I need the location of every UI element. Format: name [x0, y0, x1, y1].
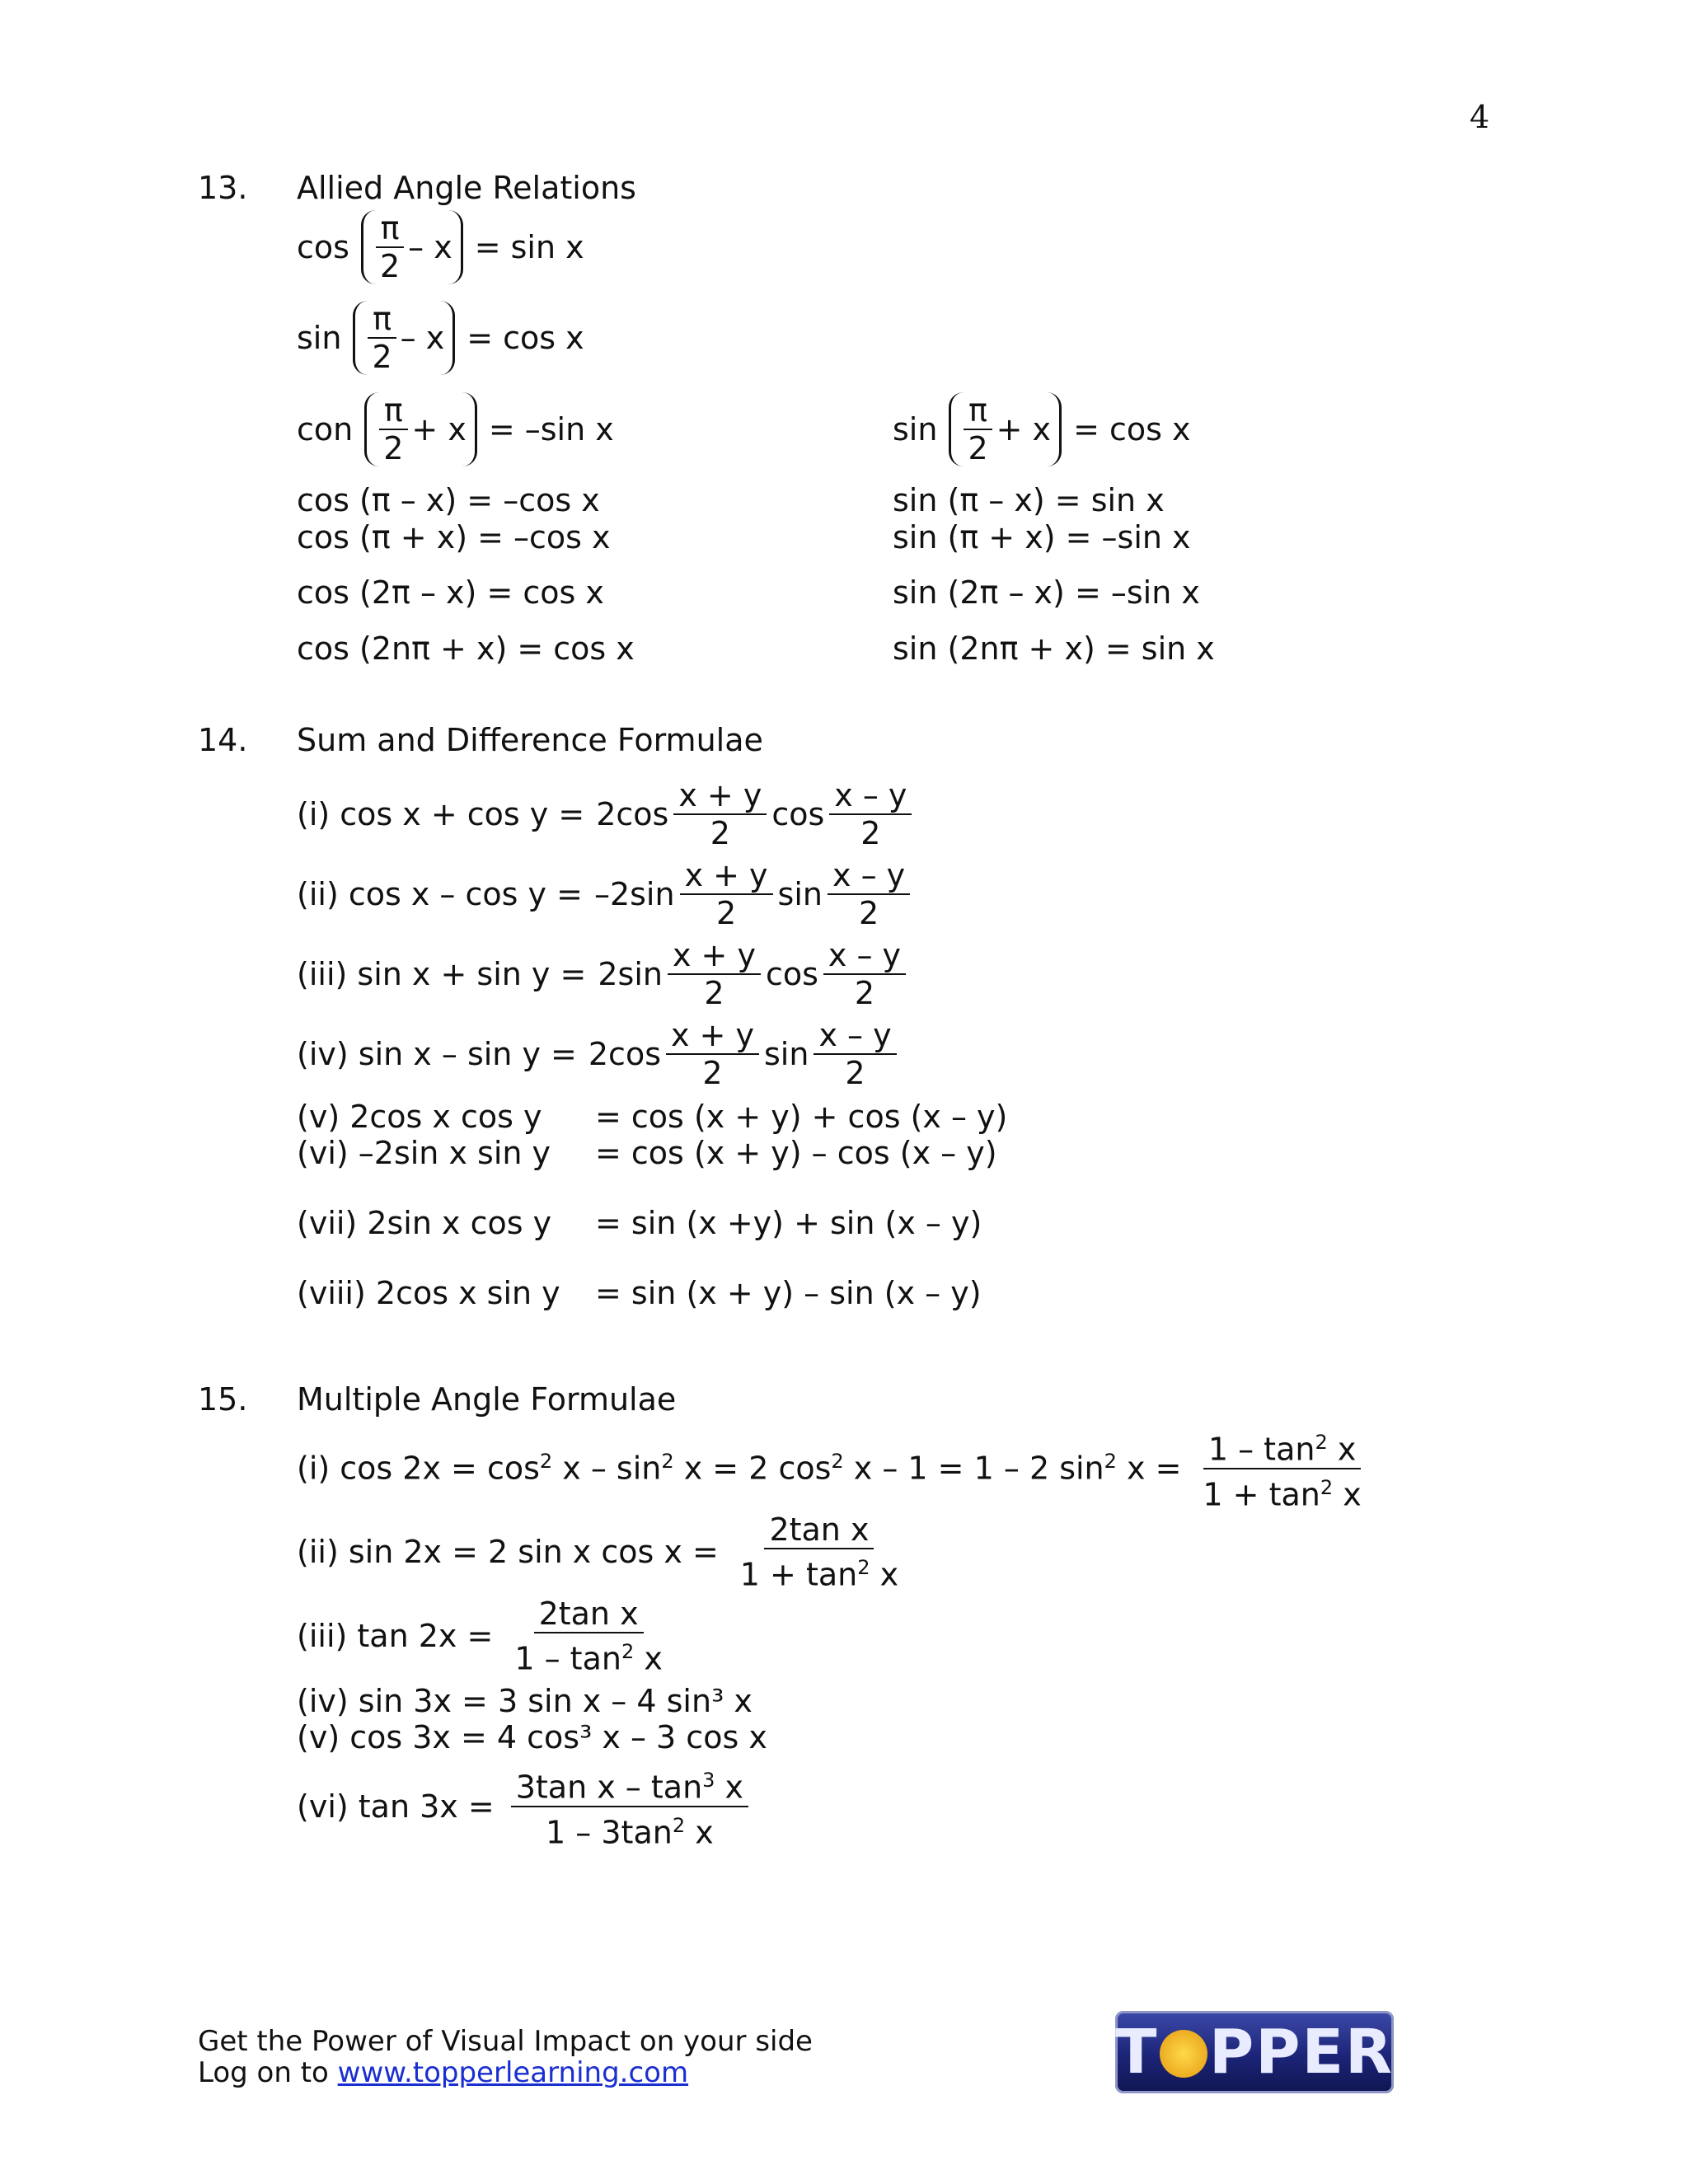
fn: sin — [893, 411, 938, 448]
allied-cos-2npi-plus: cos (2nπ + x) = cos x — [297, 630, 635, 667]
numerator: x + y — [673, 779, 767, 815]
fraction — [814, 1019, 896, 1090]
numerator: x + y — [666, 1019, 759, 1055]
num-x: x — [1327, 1431, 1357, 1468]
after: + x — [996, 411, 1052, 448]
sum-formula-i — [297, 779, 917, 850]
seg: x = — [1116, 1450, 1182, 1487]
product-formula-viii-lhs: (viii) 2cos x sin y — [297, 1275, 560, 1311]
product-formula-vii-lhs: (vii) 2sin x cos y — [297, 1205, 552, 1241]
after: – x — [408, 229, 452, 265]
rhs: = –sin x — [488, 411, 614, 448]
fn: cos — [771, 796, 825, 832]
fraction — [673, 779, 767, 850]
footer-logon-text: Log on to — [198, 2056, 338, 2089]
multiple-formula-iv: (iv) sin 3x = 3 sin x – 4 sin³ x — [297, 1683, 753, 1719]
allied-cos-pi2-minus — [297, 210, 584, 284]
exp: 2 — [831, 1450, 844, 1474]
website-link[interactable]: www.topperlearning.com — [337, 2056, 689, 2089]
lhs: (iii) sin x + sin y = — [297, 956, 587, 992]
exp: 3 — [702, 1769, 715, 1792]
page-number: 4 — [1470, 99, 1490, 135]
multiple-formula-v: (v) cos 3x = 4 cos³ x – 3 cos x — [297, 1719, 767, 1755]
lhs-text: (i) cos 2x = cos — [297, 1450, 540, 1487]
section-14-title: Sum and Difference Formulae — [297, 722, 763, 758]
numerator: x – y — [823, 939, 906, 975]
den-text: 1 + tan — [739, 1556, 858, 1593]
lhs: (i) cos x + cos y = — [297, 796, 585, 832]
numerator: π — [964, 394, 992, 430]
paren — [364, 392, 477, 466]
product-formula-vi-rhs: = cos (x + y) – cos (x – y) — [595, 1135, 997, 1171]
num-text: 3tan x – tan — [515, 1769, 703, 1806]
allied-sin-pi-minus: sin (π – x) = sin x — [893, 482, 1165, 518]
fn: sin — [763, 1036, 809, 1072]
allied-cos-pi-plus: cos (π + x) = –cos x — [297, 519, 611, 555]
section-13-number: 13. — [198, 170, 248, 206]
fraction — [509, 1597, 667, 1675]
rhs: = cos x — [467, 320, 584, 356]
coeff: 2cos — [588, 1036, 661, 1072]
fraction — [829, 779, 912, 850]
num-x: x — [715, 1769, 744, 1806]
den-text: 1 + tan — [1203, 1476, 1320, 1513]
numerator: x – y — [828, 859, 910, 895]
numerator: x – y — [814, 1019, 896, 1055]
sum-formula-ii — [297, 859, 915, 930]
footer-tagline: Get the Power of Visual Impact on your side — [198, 2025, 813, 2058]
exp: 2 — [539, 1450, 553, 1474]
fraction — [828, 859, 910, 930]
seg: x = 2 cos — [673, 1450, 832, 1487]
denominator: 2 — [702, 1055, 723, 1091]
denominator: 2 — [383, 430, 404, 466]
sum-formula-iii — [297, 939, 911, 1010]
allied-con-pi2-plus — [297, 392, 614, 466]
numerator: x – y — [829, 779, 912, 815]
denominator: 2 — [379, 248, 401, 284]
lhs — [297, 1450, 1181, 1487]
fn: cos — [765, 956, 818, 992]
fn: cos — [297, 229, 349, 265]
section-14-number: 14. — [198, 722, 248, 758]
logo-text-start: T — [1115, 2017, 1159, 2088]
paren — [949, 392, 1062, 466]
fraction — [1198, 1426, 1366, 1511]
numerator — [1203, 1426, 1361, 1469]
product-formula-vii-rhs: = sin (x +y) + sin (x – y) — [595, 1205, 982, 1241]
allied-sin-2pi-minus: sin (2π – x) = –sin x — [893, 574, 1200, 611]
fraction — [378, 394, 408, 465]
product-formula-v-lhs: (v) 2cos x cos y — [297, 1099, 542, 1135]
lhs: (vi) tan 3x = — [297, 1788, 495, 1825]
denominator: 2 — [858, 895, 879, 931]
seg: x – 1 = 1 – 2 sin — [843, 1450, 1104, 1487]
multiple-formula-i — [297, 1426, 1372, 1511]
fraction — [511, 1764, 748, 1849]
numerator: x + y — [668, 939, 761, 975]
exp: 2 — [661, 1450, 674, 1474]
fraction — [666, 1019, 759, 1090]
den-x: x — [685, 1814, 714, 1851]
numerator: π — [379, 394, 408, 430]
logo-text-end: PPER — [1208, 2017, 1394, 2088]
seg: x – sin — [552, 1450, 662, 1487]
multiple-formula-iii — [297, 1597, 673, 1675]
allied-cos-2pi-minus: cos (2π – x) = cos x — [297, 574, 604, 611]
denominator: 2 — [710, 815, 730, 851]
product-formula-vi-lhs: (vi) –2sin x sin y — [297, 1135, 551, 1171]
product-formula-v-rhs: = cos (x + y) + cos (x – y) — [595, 1099, 1008, 1135]
allied-cos-pi-minus: cos (π – x) = –cos x — [297, 482, 600, 518]
denominator — [735, 1549, 903, 1591]
denominator — [509, 1633, 667, 1675]
fraction — [735, 1513, 903, 1591]
star-ball-icon — [1160, 2030, 1207, 2078]
den-text: 1 – 3tan — [546, 1814, 673, 1851]
fraction — [668, 939, 761, 1010]
lhs: (ii) sin 2x = 2 sin x cos x = — [297, 1534, 719, 1571]
numerator: 2tan x — [534, 1597, 644, 1633]
numerator: x + y — [680, 859, 773, 895]
denominator — [541, 1807, 719, 1849]
numerator — [511, 1764, 748, 1807]
coeff: –2sin — [593, 876, 675, 912]
fn: con — [297, 411, 354, 448]
numerator: 2tan x — [764, 1513, 874, 1549]
denominator: 2 — [968, 430, 988, 466]
exp: 2 — [1320, 1475, 1334, 1499]
footer-logon — [198, 2057, 688, 2088]
den-text: 1 – tan — [514, 1640, 621, 1677]
den-x: x — [634, 1640, 663, 1677]
num-text: 1 – tan — [1207, 1431, 1315, 1468]
fraction — [367, 302, 396, 373]
exp: 2 — [672, 1813, 686, 1837]
denominator: 2 — [860, 815, 881, 851]
denominator: 2 — [845, 1055, 865, 1091]
allied-sin-pi2-minus — [297, 301, 584, 375]
fraction — [963, 394, 992, 465]
denominator: 2 — [854, 975, 875, 1011]
denominator: 2 — [704, 975, 724, 1011]
allied-sin-2npi-plus: sin (2nπ + x) = sin x — [893, 630, 1215, 667]
allied-sin-pi2-plus — [893, 392, 1191, 466]
denominator: 2 — [372, 339, 392, 375]
exp: 2 — [857, 1556, 870, 1579]
den-x: x — [870, 1556, 899, 1593]
denominator: 2 — [715, 895, 737, 931]
rhs: = cos x — [1073, 411, 1191, 448]
fraction — [375, 212, 405, 283]
coeff: 2sin — [598, 956, 663, 992]
product-formula-viii-rhs: = sin (x + y) – sin (x – y) — [595, 1275, 982, 1311]
fraction — [823, 939, 906, 1010]
lhs: (iv) sin x – sin y = — [297, 1036, 577, 1072]
numerator: π — [368, 302, 396, 339]
rhs: = sin x — [474, 229, 584, 265]
lhs: (ii) cos x – cos y = — [297, 876, 583, 912]
fraction — [680, 859, 773, 930]
sum-formula-iv — [297, 1019, 902, 1090]
exp: 2 — [621, 1640, 635, 1663]
den-x: x — [1333, 1476, 1362, 1513]
paren — [361, 210, 463, 284]
after: – x — [400, 320, 445, 356]
lhs: (iii) tan 2x = — [297, 1618, 494, 1655]
numerator: π — [376, 212, 405, 248]
section-15-title: Multiple Angle Formulae — [297, 1381, 677, 1418]
fn: sin — [297, 320, 342, 356]
section-13-title: Allied Angle Relations — [297, 170, 636, 206]
fn: sin — [777, 876, 823, 912]
coeff: 2cos — [596, 796, 669, 832]
topper-logo — [1115, 2011, 1394, 2093]
allied-sin-pi-plus: sin (π + x) = –sin x — [893, 519, 1191, 555]
paren — [353, 301, 455, 375]
exp: 2 — [1104, 1450, 1117, 1474]
multiple-formula-vi — [297, 1764, 753, 1849]
section-15-number: 15. — [198, 1381, 248, 1418]
after: + x — [411, 411, 467, 448]
multiple-formula-ii — [297, 1513, 908, 1591]
denominator — [1198, 1469, 1366, 1511]
exp: 2 — [1315, 1431, 1328, 1454]
